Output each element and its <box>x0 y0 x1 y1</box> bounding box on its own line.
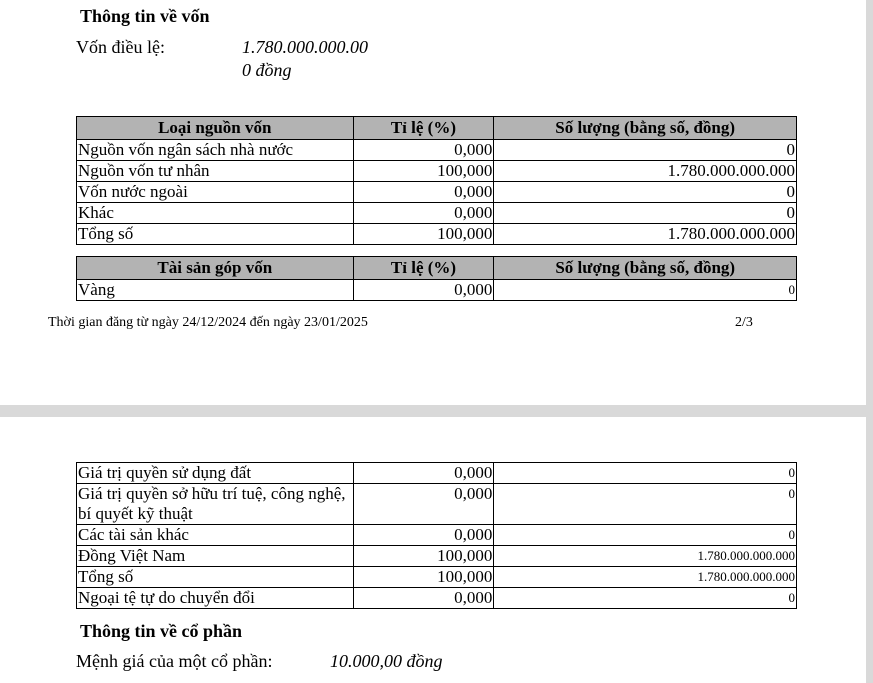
table-row <box>77 484 797 525</box>
asset-ratio: 100,000 <box>353 567 494 588</box>
header-amount: Số lượng (bằng số, đồng) <box>494 117 797 140</box>
source-name: Vốn nước ngoài <box>77 182 354 203</box>
asset-amount: 0 <box>494 280 797 301</box>
asset-name: Giá trị quyền sử dụng đất <box>77 463 354 484</box>
capital-sources-table <box>76 116 797 245</box>
asset-amount: 1.780.000.000.000 <box>494 546 797 567</box>
asset-ratio: 0,000 <box>353 525 494 546</box>
asset-name: Ngoại tệ tự do chuyển đổi <box>77 588 354 609</box>
source-amount: 0 <box>494 182 797 203</box>
asset-name: Các tài sản khác <box>77 525 354 546</box>
contributed-assets-table <box>76 256 797 301</box>
asset-name: Đồng Việt Nam <box>77 546 354 567</box>
source-name: Nguồn vốn tư nhân <box>77 161 354 182</box>
asset-ratio: 0,000 <box>353 588 494 609</box>
source-ratio: 100,000 <box>353 224 494 245</box>
source-amount: 0 <box>494 140 797 161</box>
table-row <box>77 525 797 546</box>
source-name: Khác <box>77 203 354 224</box>
asset-amount: 1.780.000.000.000 <box>494 567 797 588</box>
table-row-total <box>77 224 797 245</box>
table-row <box>77 182 797 203</box>
header-ratio: Tỉ lệ (%) <box>353 257 494 280</box>
table-row <box>77 588 797 609</box>
header-amount: Số lượng (bằng số, đồng) <box>494 257 797 280</box>
page-separator <box>0 405 873 417</box>
table-row <box>77 161 797 182</box>
page-number: 2/3 <box>735 315 753 330</box>
asset-ratio: 0,000 <box>353 484 494 525</box>
header-source-type: Loại nguồn vốn <box>77 117 354 140</box>
registration-period: Thời gian đăng từ ngày 24/12/2024 đến ngày 23/01/2025 <box>48 315 368 330</box>
source-name: Nguồn vốn ngân sách nhà nước <box>77 140 354 161</box>
asset-ratio: 0,000 <box>353 280 494 301</box>
table-header-row <box>77 257 797 280</box>
page-edge <box>866 417 873 683</box>
contributed-assets-table-continued <box>76 462 797 609</box>
source-name: Tổng số <box>77 224 354 245</box>
par-value-label: Mệnh giá của một cổ phần: <box>76 651 273 671</box>
charter-capital-value: 1.780.000.000.00 <box>242 37 368 57</box>
page-edge <box>866 0 873 405</box>
asset-name: Giá trị quyền sở hữu trí tuệ, công nghệ, bí quyết kỹ thuật <box>77 484 354 525</box>
asset-name: Tổng số <box>77 567 354 588</box>
table-row <box>77 280 797 301</box>
shares-heading: Thông tin về cổ phần <box>80 621 243 641</box>
source-amount: 0 <box>494 203 797 224</box>
table-header-row <box>77 117 797 140</box>
table-row <box>77 463 797 484</box>
table-row-total <box>77 567 797 588</box>
source-amount: 1.780.000.000.000 <box>494 161 797 182</box>
asset-amount: 0 <box>494 525 797 546</box>
table-row <box>77 140 797 161</box>
asset-ratio: 100,000 <box>353 546 494 567</box>
capital-heading: Thông tin về vốn <box>80 6 210 26</box>
source-amount: 1.780.000.000.000 <box>494 224 797 245</box>
charter-capital-value-words: 0 đồng <box>242 60 292 80</box>
charter-capital-label: Vốn điều lệ: <box>76 37 165 57</box>
par-value: 10.000,00 đồng <box>330 651 443 671</box>
asset-ratio: 0,000 <box>353 463 494 484</box>
table-row <box>77 203 797 224</box>
asset-name: Vàng <box>77 280 354 301</box>
header-ratio: Tỉ lệ (%) <box>353 117 494 140</box>
source-ratio: 0,000 <box>353 203 494 224</box>
asset-amount: 0 <box>494 484 797 525</box>
table-row <box>77 546 797 567</box>
asset-amount: 0 <box>494 463 797 484</box>
document-page-2 <box>0 417 866 683</box>
header-asset-type: Tài sản góp vốn <box>77 257 354 280</box>
source-ratio: 0,000 <box>353 140 494 161</box>
source-ratio: 0,000 <box>353 182 494 203</box>
source-ratio: 100,000 <box>353 161 494 182</box>
asset-amount: 0 <box>494 588 797 609</box>
